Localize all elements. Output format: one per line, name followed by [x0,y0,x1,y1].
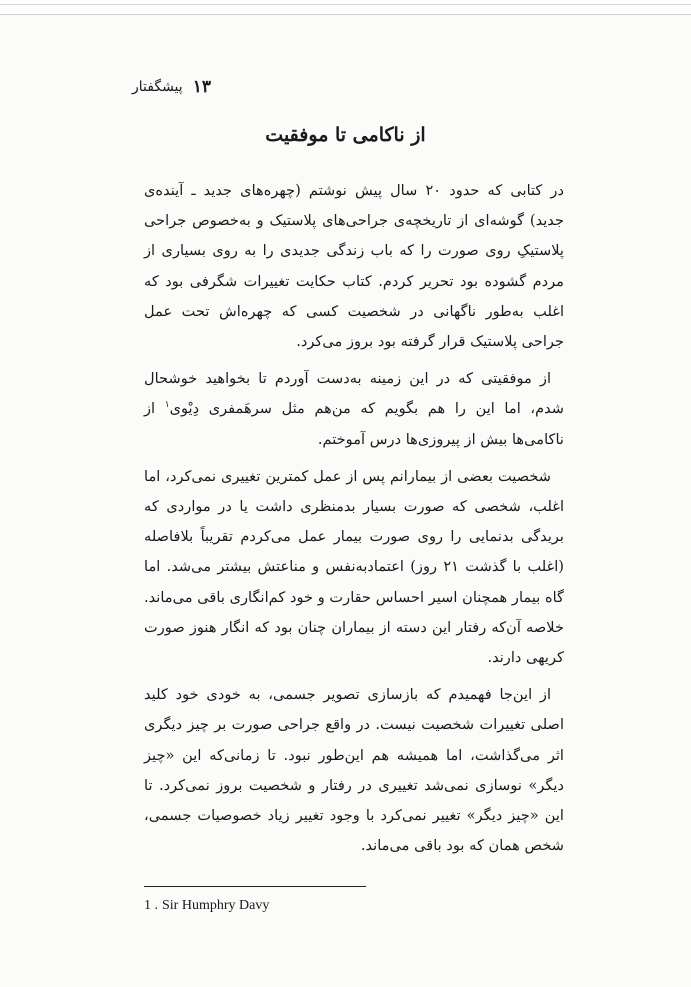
paragraph-2-text-after: از ناکامی‌ها بیش از پیروزی‌ها درس آموختم. [144,400,564,448]
footnote [144,896,404,916]
chapter-title: از ناکامی تا موفقیت [265,124,426,146]
running-header [132,74,332,100]
page-number: ۱۳ [192,77,211,97]
body-text [144,176,564,868]
paragraph-3: شخصیت بعضی از بیمارانم پس از عمل کمترین تغییری نمی‌کرد، اما اغلب، شخصی که صورت بسیار بدمنظری داشت یا در مواردی که بریدگی بدنمایی را روی صورت بیمار عمل می‌کردم تقریباً بلافاصله (اغلب با گذشت ۲۱ روز) اعتمادبه‌نفس و مناعتش بیشتر می‌شد. اما گاه بیمار همچنان اسیر احساس حقارت و خود کم‌انگاری باقی می‌ماند. خلاصه آن‌که رفتار این دسته از بیماران چنان بود که انگار هنوز صورت کریهی دارند. [144,467,564,667]
paragraph-1: در کتابی که حدود ۲۰ سال پیش نوشتم (چهره‌های جدید ـ آینده‌ی جدید) گوشه‌ای از تاریخچه‌ی جراحی‌های پلاستیک و به‌خصوص جراحی پلاستیکِ روی صورت را که باب زندگی جدیدی را به روی بسیاری از مردم گشوده بود تحریر کردم. کتاب حکایت تغییرات شگرفی بود که اغلب به‌طور ناگهانی در شخصیت کسی که چهره‌اش تحت عمل جراحی پلاستیک قرار گرفته بود بروز می‌کرد. [144,182,564,351]
running-header-title: پیشگفتار [132,79,183,95]
footnote-marker: 1 . [144,898,158,913]
paragraph-2-text-before: از موفقیتی که در این زمینه به‌دست آوردم تا بخواهید خوشحال شدم، اما این را هم بگویم که من‌هم مثل سرهَمفری دِیْوی [144,370,564,418]
footnote-text: Sir Humphry Davy [162,898,270,913]
paragraph-4: از این‌جا فهمیدم که بازسازی تصویر جسمی، به خودی خود کلید اصلی تغییرات شخصیت نیست. در واقع جراحی صورت بر چیز دیگری اثر می‌گذاشت، اما همیشه هم این‌طور نبود. تا زمانی‌که این «چیز دیگر» نوسازی نمی‌شد تغییری در رفتار و شخصیت بروز نمی‌کرد. تا این «چیز دیگر» تغییر نمی‌کرد با وجود تغییر زیاد خصوصیات جسمی، شخص همان که بود باقی می‌ماند. [144,686,564,855]
paragraph-2 [144,364,564,455]
footnote-reference: ۱ [164,400,170,411]
footnote-divider [144,886,366,887]
scan-top-border [0,0,691,15]
